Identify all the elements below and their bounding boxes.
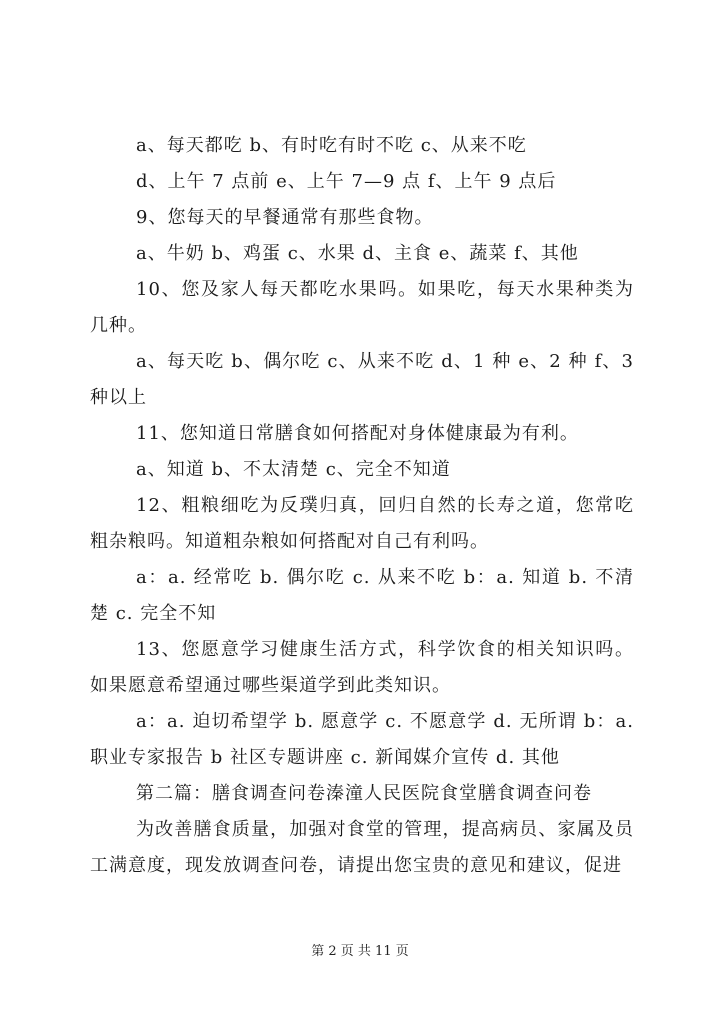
paragraph: 为改善膳食质量，加强对食堂的管理，提高病员、家属及员工满意度，现发放调查问卷，请提出您宝贵的意见和建议，促进 <box>90 819 634 876</box>
paragraph: 9、您每天的早餐通常有那些食物。 <box>136 207 434 228</box>
paragraph: 12、粗粮细吃为反璞归真，回归自然的长寿之道，您常吃粗杂粮吗。知道粗杂粮如何搭配对自己有利吗。 <box>90 495 634 552</box>
paragraph: a、每天都吃 b、有时吃有时不吃 c、从来不吃 <box>136 135 527 156</box>
paragraph: a、知道 b、不太清楚 c、完全不知道 <box>136 459 451 480</box>
paragraph: a：a. 迫切希望学 b. 愿意学 c. 不愿意学 d. 无所谓 b：a. 职业专家报告 b 社区专题讲座 c. 新闻媒介宣传 d. 其他 <box>90 711 634 768</box>
paragraph: a、牛奶 b、鸡蛋 c、水果 d、主食 e、蔬菜 f、其他 <box>136 243 579 264</box>
paragraph: 13、您愿意学习健康生活方式，科学饮食的相关知识吗。如果愿意希望通过哪些渠道学到此类知识。 <box>90 639 634 696</box>
paragraph: a、每天吃 b、偶尔吃 c、从来不吃 d、1 种 e、2 种 f、3 种以上 <box>90 351 634 408</box>
paragraph: 11、您知道日常膳食如何搭配对身体健康最为有利。 <box>136 423 579 444</box>
paragraph: a：a. 经常吃 b. 偶尔吃 c. 从来不吃 b：a. 知道 b. 不清楚 c. 完全不知 <box>90 567 634 624</box>
section-heading: 第二篇：膳食调查问卷溱潼人民医院食堂膳食调查问卷 <box>136 783 592 804</box>
paragraph: 10、您及家人每天都吃水果吗。如果吃，每天水果种类为几种。 <box>90 279 634 336</box>
page-number-footer: 第 2 页 共 11 页 <box>311 944 409 959</box>
paragraph: d、上午 7 点前 e、上午 7—9 点 f、上午 9 点后 <box>136 171 557 192</box>
document-body <box>90 128 634 884</box>
